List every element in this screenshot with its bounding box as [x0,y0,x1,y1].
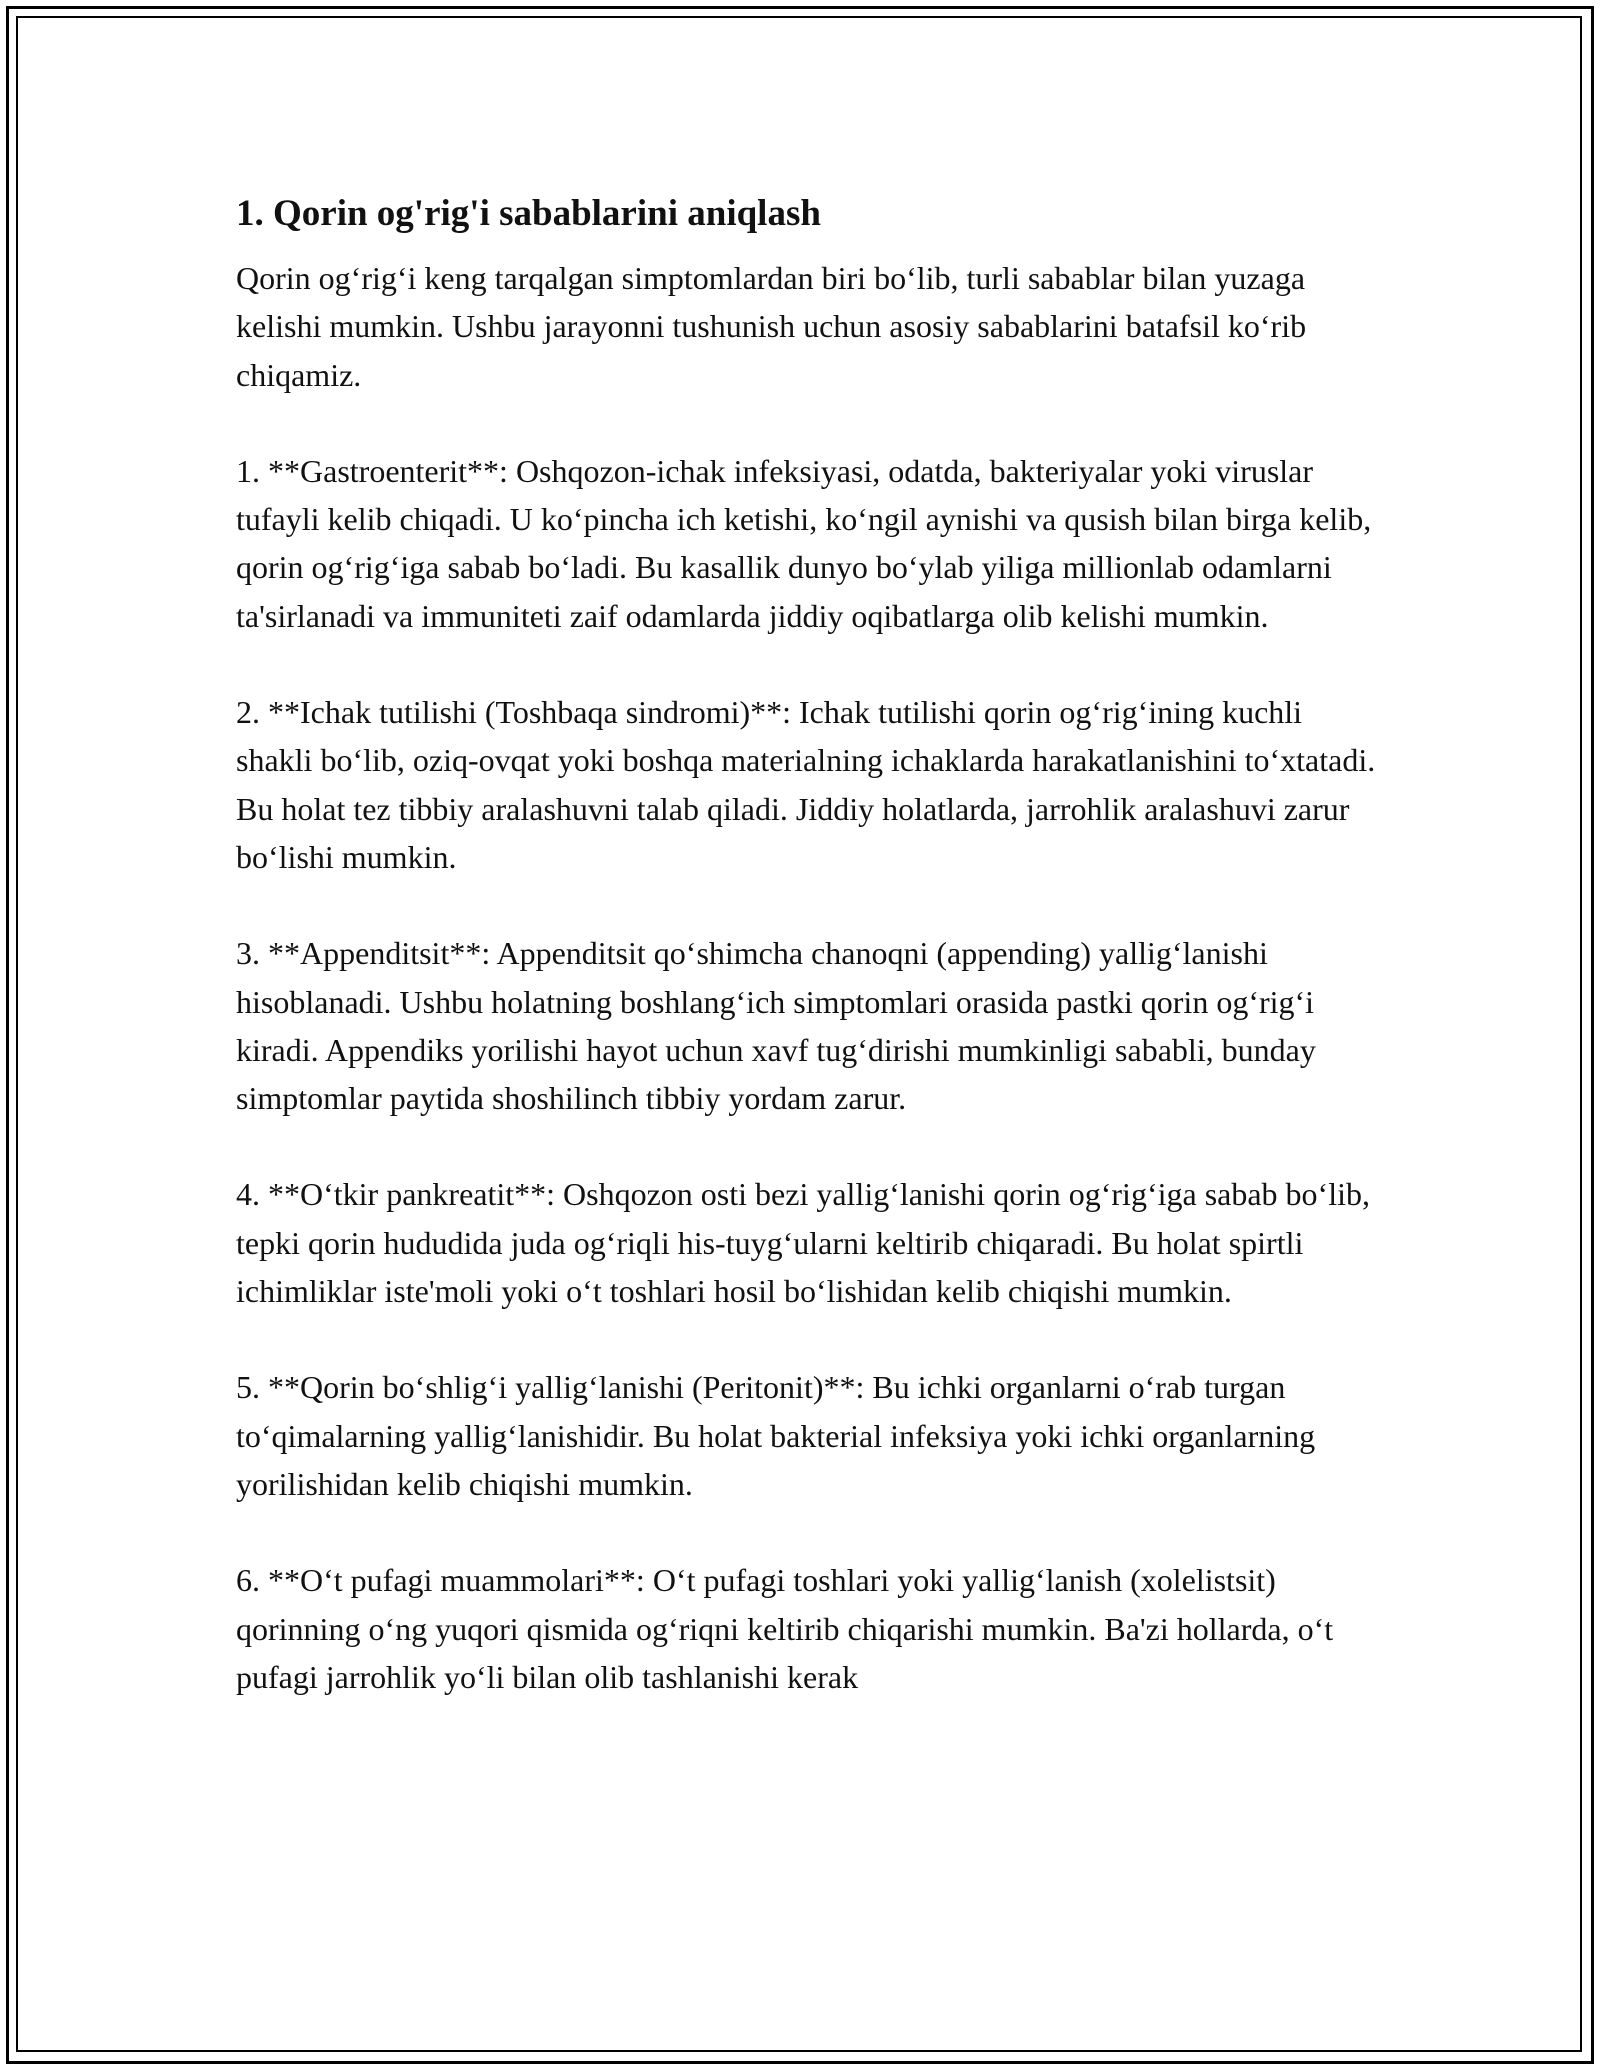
document-body [236,186,1376,1701]
list-item-peritonit: 5. **Qorin bo‘shlig‘i yallig‘lanishi (Peritonit)**: Bu ichki organlarni o‘rab turgan to‘qimalarning yallig‘lanishidir. Bu holat bakterial infeksiya yoki ichki organlarning yorilishidan kelib chiqishi mumkin. [236,1369,1316,1502]
intro-paragraph: Qorin og‘rig‘i keng tarqalgan simptomlardan biri bo‘lib, turli sabablar bilan yuzaga kelishi mumkin. Ushbu jarayonni tushunish uchun asosiy sabablarini batafsil ko‘rib chiqamiz. [236,260,1307,393]
list-item-pankreatit: 4. **O‘tkir pankreatit**: Oshqozon osti bezi yallig‘lanishi qorin og‘rig‘iga sabab bo‘lib, tepki qorin hududida juda og‘riqli his-tuyg‘ularni keltirib chiqaradi. Bu holat spirtli ichimliklar iste'moli yoki o‘t toshlari hosil bo‘lishidan kelib chiqishi mumkin. [236,1176,1370,1310]
list-item-gastroenterit: 1. **Gastroenterit**: Oshqozon-ichak infeksiyasi, odatda, bakteriyalar yoki viruslar tufayli kelib chiqadi. U ko‘pincha ich ketishi, ko‘ngil aynishi va qusish bilan birga kelib, qorin og‘rig‘iga sabab bo‘ladi. Bu kasallik dunyo bo‘ylab yiliga millionlab odamlarni ta'sirlanadi va immuniteti zaif odamlarda jiddiy oqibatlarga olib kelishi mumkin. [236,452,1372,634]
section-heading: 1. Qorin og'rig'i sabablarini aniqlash [236,193,821,234]
list-item-ichak-tutilishi: 2. **Ichak tutilishi (Toshbaqa sindromi)**: Ichak tutilishi qorin og‘rig‘ining kuchli shakli bo‘lib, oziq-ovqat yoki boshqa materialning ichaklarda harakatlanishini to‘xtatadi. Bu holat tez tibbiy aralashuvni talab qiladi. Jiddiy holatlarda, jarrohlik aralashuvi zarur bo‘lishi mumkin. [236,694,1376,875]
list-item-ot-pufagi: 6. **O‘t pufagi muammolari**: O‘t pufagi toshlari yoki yallig‘lanish (xolelistsit) qorinning o‘ng yuqori qismida og‘riqni keltirib chiqarishi mumkin. Ba'zi hollarda, o‘t pufagi jarrohlik yo‘li bilan olib tashlanishi kerak [236,1562,1334,1695]
list-item-appenditsit: 3. **Appenditsit**: Appenditsit qo‘shimcha chanoqni (appending) yallig‘lanishi hisoblanadi. Ushbu holatning boshlang‘ich simptomlari orasida pastki qorin og‘rig‘i kiradi. Appendiks yorilishi hayot uchun xavf tug‘dirishi mumkinligi sababli, bunday simptomlar paytida shoshilinch tibbiy yordam zarur. [236,935,1316,1117]
